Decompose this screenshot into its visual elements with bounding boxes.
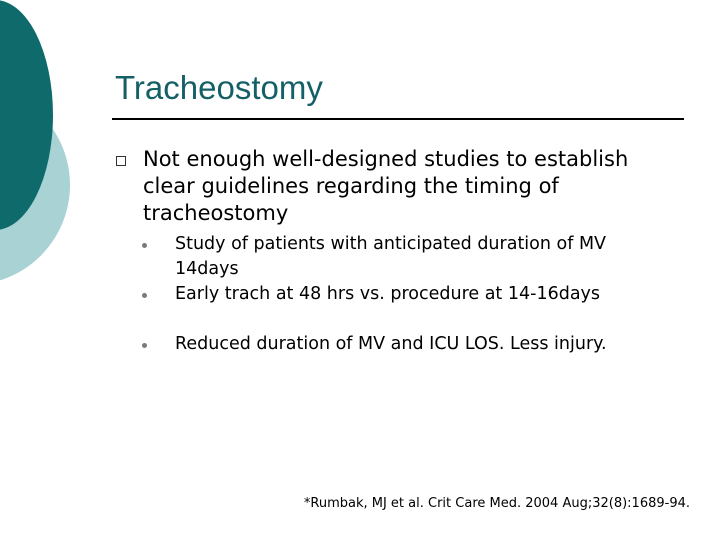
main-bullet-text: Not enough well-designed studies to establish clear guidelines regarding the timing of tracheostomy xyxy=(143,147,629,225)
square-bullet-icon xyxy=(116,156,126,166)
dot-bullet-icon xyxy=(142,343,147,348)
sub-bullet-text: Reduced duration of MV and ICU LOS. Less injury. xyxy=(175,334,607,354)
sub-bullet-text: Early trach at 48 hrs vs. procedure at 14-16days xyxy=(175,284,601,304)
title-underline xyxy=(112,118,684,120)
decorative-circles xyxy=(0,0,80,290)
slide-title: Tracheostomy xyxy=(115,69,323,106)
sub-bullet-text: Study of patients with anticipated duration of MV 14days xyxy=(175,234,607,279)
dot-bullet-icon xyxy=(142,243,147,248)
citation-text: *Rumbak, MJ et al. Crit Care Med. 2004 Aug;32(8):1689-94. xyxy=(303,496,690,511)
dot-bullet-icon xyxy=(142,293,147,298)
